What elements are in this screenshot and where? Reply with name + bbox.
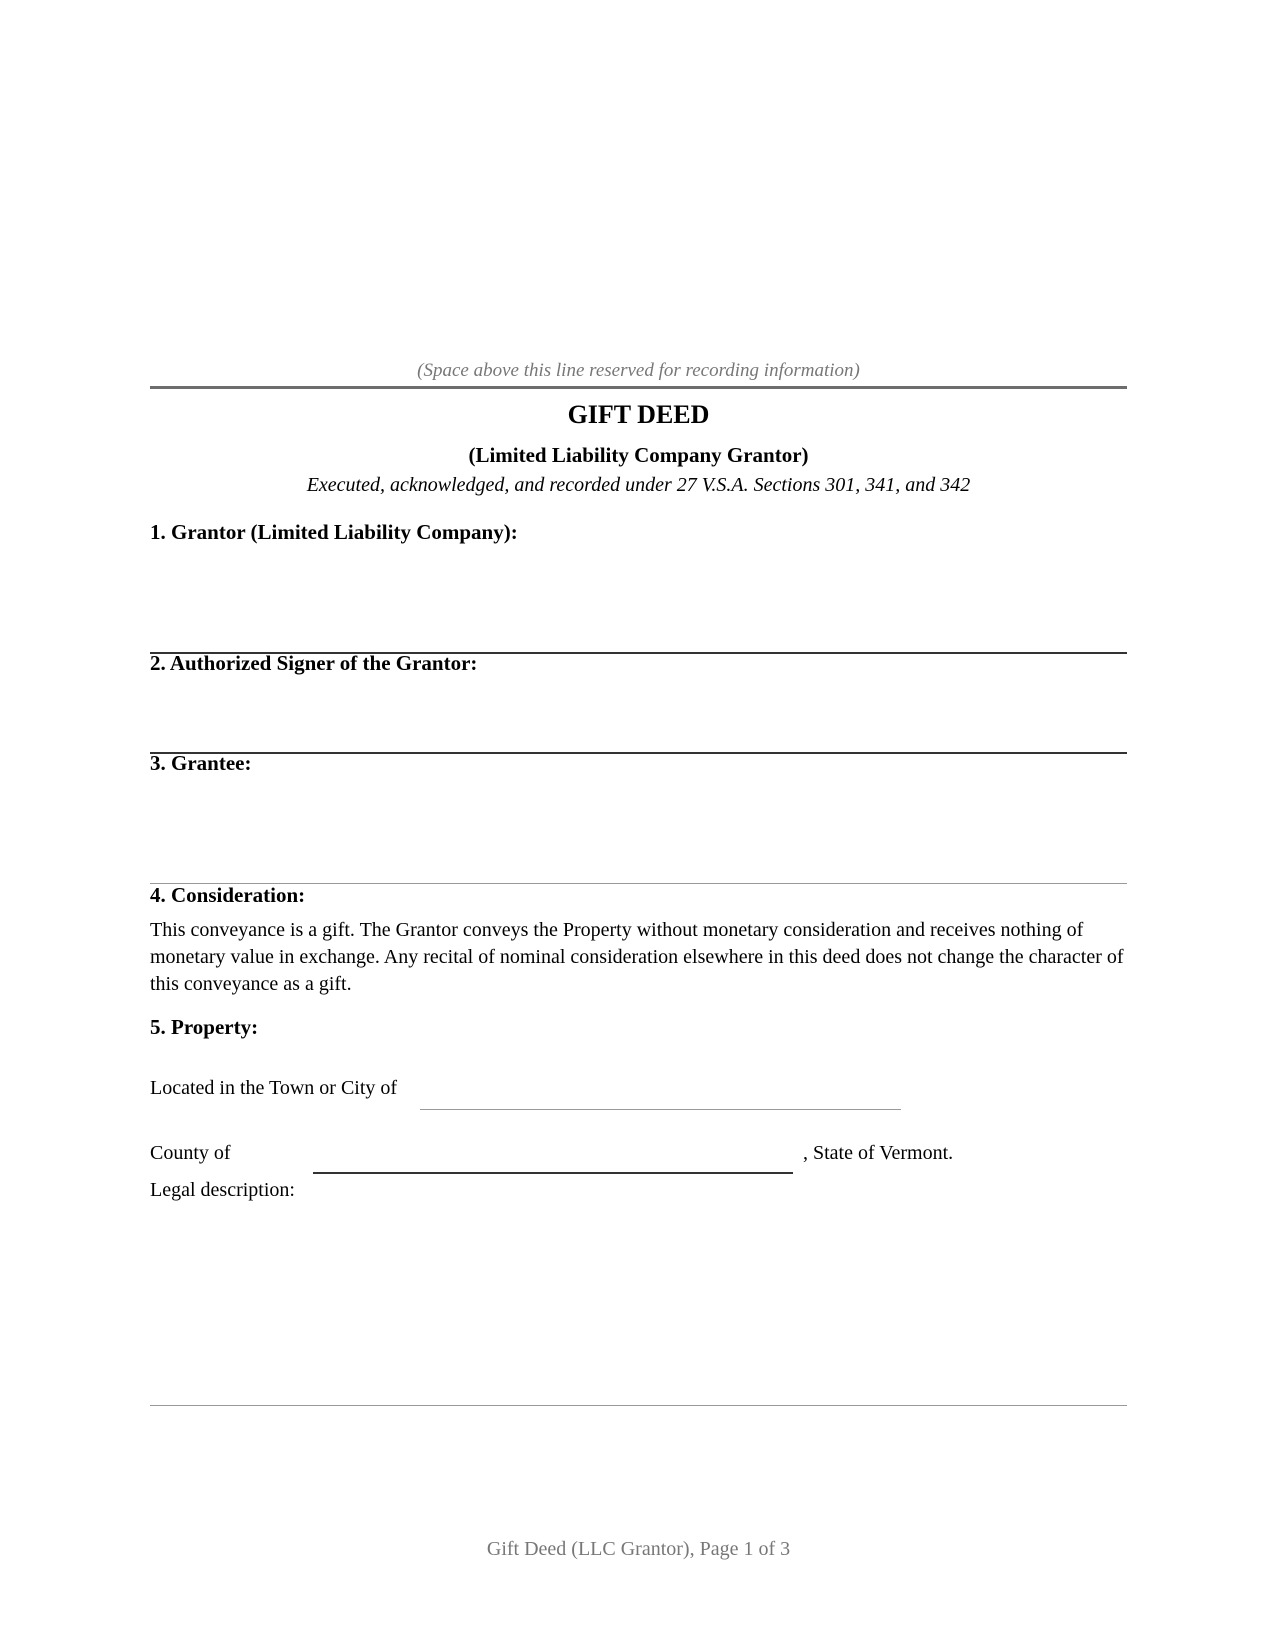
town-field-line[interactable] <box>420 1109 901 1110</box>
county-label: County of <box>150 1142 231 1164</box>
grantor-heading: 1. Grantor (Limited Liability Company): <box>150 520 518 544</box>
legal-description-label: Legal description: <box>150 1179 295 1201</box>
grantee-heading: 3. Grantee: <box>150 751 252 775</box>
statute-reference: Executed, acknowledged, and recorded under 27 V.S.A. Sections 301, 341, and 342 <box>306 474 971 496</box>
recording-divider <box>150 386 1127 389</box>
consideration-paragraph: This conveyance is a gift. The Grantor conveys the Property without monetary consideration and receives nothing of monetary value in exchange. Any recital of nominal consideration elsewhere in this deed does not change the character of this conveyance as a gift. <box>150 919 1124 995</box>
page-footer: Gift Deed (LLC Grantor), Page 1 of 3 <box>486 1538 791 1560</box>
document-title: GIFT DEED <box>567 400 710 429</box>
signer-field-line[interactable] <box>150 752 1127 754</box>
county-field-line[interactable] <box>313 1172 793 1174</box>
document-subtitle: (Limited Liability Company Grantor) <box>468 443 809 467</box>
property-heading: 5. Property: <box>150 1015 259 1039</box>
legal-description-line[interactable] <box>150 1405 1127 1406</box>
state-text: , State of Vermont. <box>803 1142 954 1164</box>
signer-heading: 2. Authorized Signer of the Grantor: <box>150 651 478 675</box>
town-label: Located in the Town or City of <box>150 1077 398 1099</box>
recording-note: (Space above this line reserved for recording information) <box>417 360 860 381</box>
consideration-heading: 4. Consideration: <box>150 883 306 907</box>
